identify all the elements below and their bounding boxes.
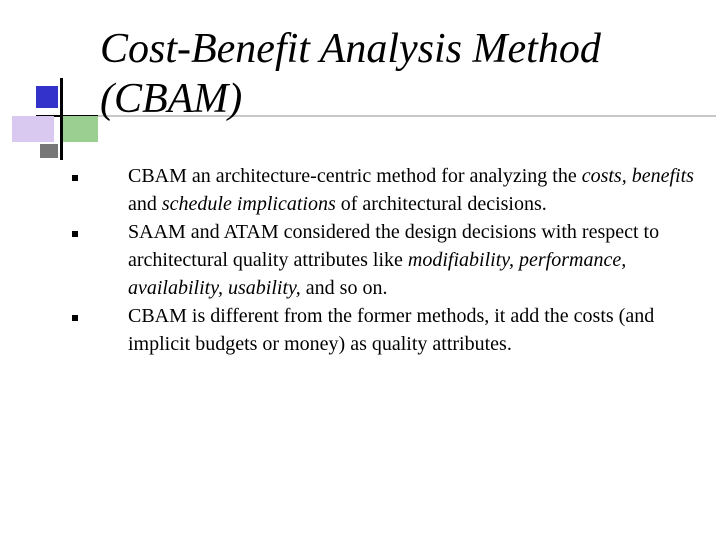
bullet-square-icon (72, 315, 78, 321)
bullet-text-segment: CBAM is different from the former methods, it add the costs (and implicit budgets or money) as quality attributes. (128, 305, 655, 355)
bullet-text-emphasis: modifiability, performance, availability, usability, (128, 249, 627, 299)
bullet-text-segment: of architectural decisions. (335, 193, 547, 215)
bullet-square-icon (72, 175, 78, 181)
decorative-vertical-line (60, 78, 63, 160)
bullet-list (72, 162, 702, 358)
bullet-text-emphasis: costs, benefits (581, 165, 694, 187)
bullet-text (128, 305, 654, 355)
decorative-square-green (62, 116, 98, 142)
bullet-text (128, 221, 659, 299)
slide-title-line-1: Cost-Benefit Analysis Method (100, 26, 601, 72)
bullet-item-cbam-definition (72, 162, 702, 218)
bullet-square-icon (72, 231, 78, 237)
bullet-item-cbam-difference (72, 302, 702, 358)
slide-title-line-2: (CBAM) (100, 76, 243, 122)
bullet-text-segment: and so on. (300, 277, 388, 299)
decorative-square-gray (40, 144, 58, 158)
bullet-text-segment: and (128, 193, 162, 215)
bullet-text-emphasis: schedule implications (161, 193, 336, 215)
bullet-item-saam-atam (72, 218, 702, 302)
bullet-text (128, 165, 694, 215)
decorative-square-blue (36, 86, 58, 108)
bullet-text-segment: CBAM an architecture-centric method for analyzing the (128, 165, 582, 187)
slide-title (100, 24, 700, 124)
bullet-text-segment: SAAM and ATAM considered the design decisions with respect to architectural quality attributes like (128, 221, 660, 271)
decorative-square-lavender (12, 116, 54, 142)
